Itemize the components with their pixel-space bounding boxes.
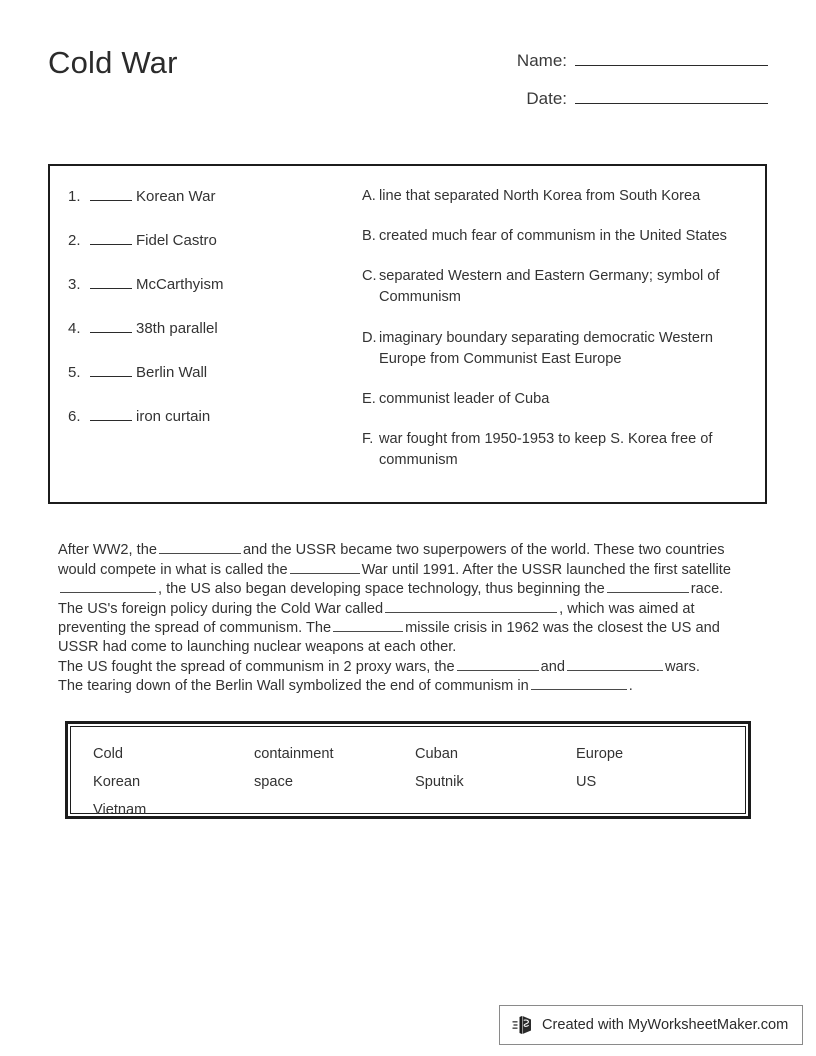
term-answer-blank[interactable] — [90, 406, 132, 421]
paragraph-block-3 — [58, 657, 753, 677]
matching-term-row — [68, 186, 368, 230]
name-row — [498, 46, 768, 84]
term-number: 2. — [68, 232, 81, 249]
matching-definitions-column — [362, 186, 750, 490]
term-number: 6. — [68, 408, 81, 425]
word-bank-item[interactable]: Cold — [93, 746, 124, 762]
page-title: Cold War — [48, 45, 178, 80]
matching-exercise-box — [48, 164, 767, 504]
name-date-block — [498, 46, 768, 122]
definition-text: communist leader of Cuba — [379, 390, 550, 407]
definition-text: created much fear of communism in the United States — [379, 228, 727, 245]
paragraph-text: War until 1991. After the USSR launched the first satellite — [361, 561, 731, 578]
matching-term-row — [68, 274, 368, 318]
paragraph-text: and the USSR became two superpowers of the world. These two countries would compete in what is called the — [58, 542, 725, 578]
term-label: iron curtain — [136, 408, 211, 425]
paragraph-text: After WW2, the — [58, 542, 157, 558]
date-row — [498, 84, 768, 122]
word-bank-item[interactable]: US — [576, 774, 597, 790]
paragraph-blank-3[interactable] — [60, 579, 156, 593]
term-number: 4. — [68, 320, 81, 337]
fill-in-the-blank-paragraph — [58, 540, 753, 696]
word-bank-item[interactable]: Europe — [576, 746, 624, 762]
word-bank-box — [65, 721, 751, 819]
matching-term-row — [68, 230, 368, 274]
term-answer-blank[interactable] — [90, 318, 132, 333]
paragraph-text: wars. — [665, 658, 700, 675]
matching-definition-row — [362, 328, 750, 370]
paragraph-blank-9[interactable] — [531, 676, 627, 690]
definition-letter: D. — [362, 329, 377, 346]
term-number: 5. — [68, 364, 81, 381]
matching-term-row — [68, 362, 368, 406]
matching-definition-row — [362, 226, 750, 247]
word-bank-item[interactable]: Vietnam — [93, 802, 147, 818]
created-with-label: Created with MyWorksheetMaker.com — [542, 1017, 789, 1033]
paragraph-blank-4[interactable] — [607, 579, 689, 593]
paragraph-blank-6[interactable] — [333, 618, 403, 632]
definition-text: line that separated North Korea from South Korea — [379, 188, 701, 204]
paragraph-text: missile crisis in 1962 was the closest the US and USSR had come to launching nuclear weapons at each other. — [58, 620, 720, 655]
paragraph-blank-1[interactable] — [159, 540, 241, 554]
definition-letter: E. — [362, 390, 376, 407]
term-answer-blank[interactable] — [90, 186, 132, 201]
definition-letter: A. — [362, 188, 376, 204]
term-number: 1. — [68, 188, 81, 205]
term-label: Korean War — [136, 188, 216, 205]
term-label: McCarthyism — [136, 276, 224, 293]
paragraph-text: , which was aimed at preventing the spread of communism. The — [58, 600, 695, 637]
created-with-badge[interactable] — [499, 1005, 803, 1045]
term-answer-blank[interactable] — [90, 230, 132, 245]
word-bank-item[interactable]: Korean — [93, 774, 141, 790]
definition-text: imaginary boundary separating democratic Western Europe from Communist East Europe — [379, 329, 713, 367]
term-number: 3. — [68, 276, 81, 293]
term-label: Fidel Castro — [136, 232, 217, 249]
paragraph-blank-7[interactable] — [457, 657, 539, 671]
paragraph-blank-2[interactable] — [290, 560, 360, 574]
paragraph-text: The US fought the spread of communism in 2 proxy wars, the — [58, 658, 455, 675]
definition-letter: F. — [362, 431, 374, 448]
word-bank-item[interactable]: containment — [254, 746, 334, 762]
term-answer-blank[interactable] — [90, 274, 132, 289]
paragraph-block-4 — [58, 676, 753, 696]
paragraph-blank-5[interactable] — [385, 599, 557, 613]
word-bank-item[interactable]: Sputnik — [415, 774, 464, 790]
matching-definition-row — [362, 266, 750, 308]
word-bank-item[interactable]: Cuban — [415, 746, 459, 762]
matching-term-row — [68, 406, 368, 450]
term-label: Berlin Wall — [136, 364, 208, 381]
paragraph-text: race. — [690, 581, 724, 598]
paragraph-text: The US's foreign policy during the Cold War called — [58, 600, 384, 617]
definition-letter: B. — [362, 228, 376, 245]
paragraph-text: and — [540, 658, 566, 675]
date-label: Date: — [526, 89, 567, 108]
definition-letter: C. — [362, 268, 377, 285]
term-label: 38th parallel — [136, 320, 218, 337]
definition-text: war fought from 1950-1953 to keep S. Korea free of communism — [379, 431, 713, 469]
myworksheetmaker-logo-icon — [512, 1013, 534, 1037]
word-bank-grid — [93, 740, 737, 824]
name-label: Name: — [516, 51, 567, 70]
matching-terms-column — [68, 186, 368, 450]
word-bank-item[interactable]: space — [254, 774, 293, 790]
paragraph-text: , the US also began developing space technology, thus beginning the — [158, 581, 605, 598]
matching-definition-row — [362, 389, 750, 410]
paragraph-block-2 — [58, 599, 753, 657]
paragraph-text: . — [628, 678, 633, 695]
matching-term-row — [68, 318, 368, 362]
paragraph-blank-8[interactable] — [567, 657, 663, 671]
term-answer-blank[interactable] — [90, 362, 132, 377]
date-input[interactable] — [575, 84, 768, 104]
matching-definition-row — [362, 186, 750, 207]
name-input[interactable] — [575, 46, 768, 66]
paragraph-text: The tearing down of the Berlin Wall symbolized the end of communism in — [58, 678, 529, 695]
matching-definition-row — [362, 429, 750, 471]
definition-text: separated Western and Eastern Germany; symbol of Communism — [379, 268, 720, 306]
paragraph-block-1 — [58, 540, 753, 599]
